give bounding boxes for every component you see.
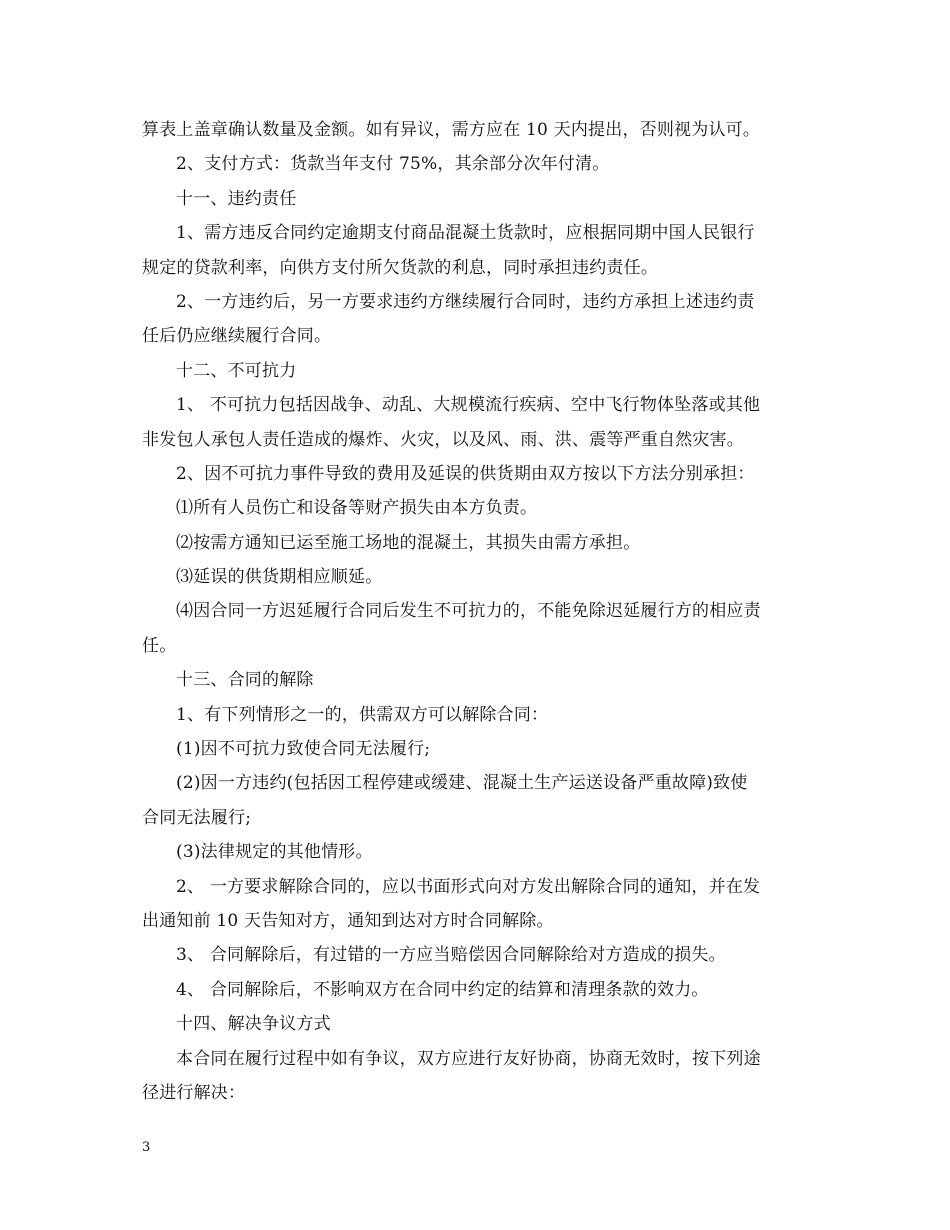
clause-11-2-cont: 任后仍应继续履行合同。 (142, 326, 332, 347)
clause-11-1: 1、需方违反合同约定逾期支付商品混凝土货款时，应根据同期中国人民银行 (176, 223, 755, 244)
clause-12-2: 2、因不可抗力事件导致的费用及延误的供货期由双方按以下方法分别承担： (176, 463, 755, 484)
document-body (142, 113, 812, 1110)
page-number: 3 (142, 1140, 151, 1155)
clause-12-2-item-4-cont: 任。 (142, 635, 177, 656)
clause-13-3: 3、 合同解除后，有过错的一方应当赔偿因合同解除给对方造成的损失。 (176, 945, 726, 966)
clause-13-1: 1、有下列情形之一的，供需双方可以解除合同： (176, 704, 549, 725)
clause-12-2-item-2: ⑵按需方通知已运至施工场地的混凝土，其损失由需方承担。 (176, 532, 641, 553)
clause-13-1-item-2-cont: 合同无法履行; (142, 807, 252, 828)
section-heading-11: 十一、违约责任 (176, 188, 297, 209)
clause-12-2-item-3: ⑶延误的供货期相应顺延。 (176, 567, 383, 588)
section-heading-12: 十二、不可抗力 (176, 360, 297, 381)
clause-11-2: 2、一方违约后，另一方要求违约方继续履行合同时，违约方承担上述违约责 (176, 291, 755, 312)
clause-13-4: 4、 合同解除后，不影响双方在合同中约定的结算和清理条款的效力。 (176, 979, 709, 1000)
clause-12-2-item-4: ⑷因合同一方迟延履行合同后发生不可抗力的，不能免除迟延履行方的相应责 (176, 601, 761, 622)
clause-14-body: 本合同在履行过程中如有争议，双方应进行友好协商，协商无效时，按下列途 (176, 1048, 761, 1069)
clause-payment-method: 2、支付方式：货款当年支付 75%，其余部分次年付清。 (176, 154, 610, 175)
clause-12-1-cont: 非发包人承包人责任造成的爆炸、火灾，以及风、雨、洪、震等严重自然灾害。 (142, 429, 744, 450)
clause-13-2: 2、 一方要求解除合同的，应以书面形式向对方发出解除合同的通知，并在发 (176, 876, 761, 897)
clause-13-1-item-2: (2)因一方违约(包括因工程停建或缓建、混凝土生产运送设备严重故障)致使 (176, 773, 748, 794)
clause-14-body-cont: 径进行解决： (142, 1082, 246, 1103)
clause-13-1-item-3: (3)法律规定的其他情形。 (176, 842, 373, 863)
clause-12-2-item-1: ⑴所有人员伤亡和设备等财产损失由本方负责。 (176, 498, 538, 519)
clause-13-2-cont: 出通知前 10 天告知对方，通知到达对方时合同解除。 (142, 910, 554, 931)
clause-13-1-item-1: (1)因不可抗力致使合同无法履行; (176, 739, 431, 760)
section-heading-13: 十三、合同的解除 (176, 670, 314, 691)
section-heading-14: 十四、解决争议方式 (176, 1014, 331, 1035)
text-line-continuation: 算表上盖章确认数量及金额。如有异议，需方应在 10 天内提出，否则视为认可。 (142, 120, 761, 140)
clause-11-1-cont: 规定的贷款利率，向供方支付所欠货款的利息，同时承担违约责任。 (142, 257, 658, 278)
clause-12-1: 1、 不可抗力包括因战争、动乱、大规模流行疾病、空中飞行物体坠落或其他 (176, 395, 761, 416)
